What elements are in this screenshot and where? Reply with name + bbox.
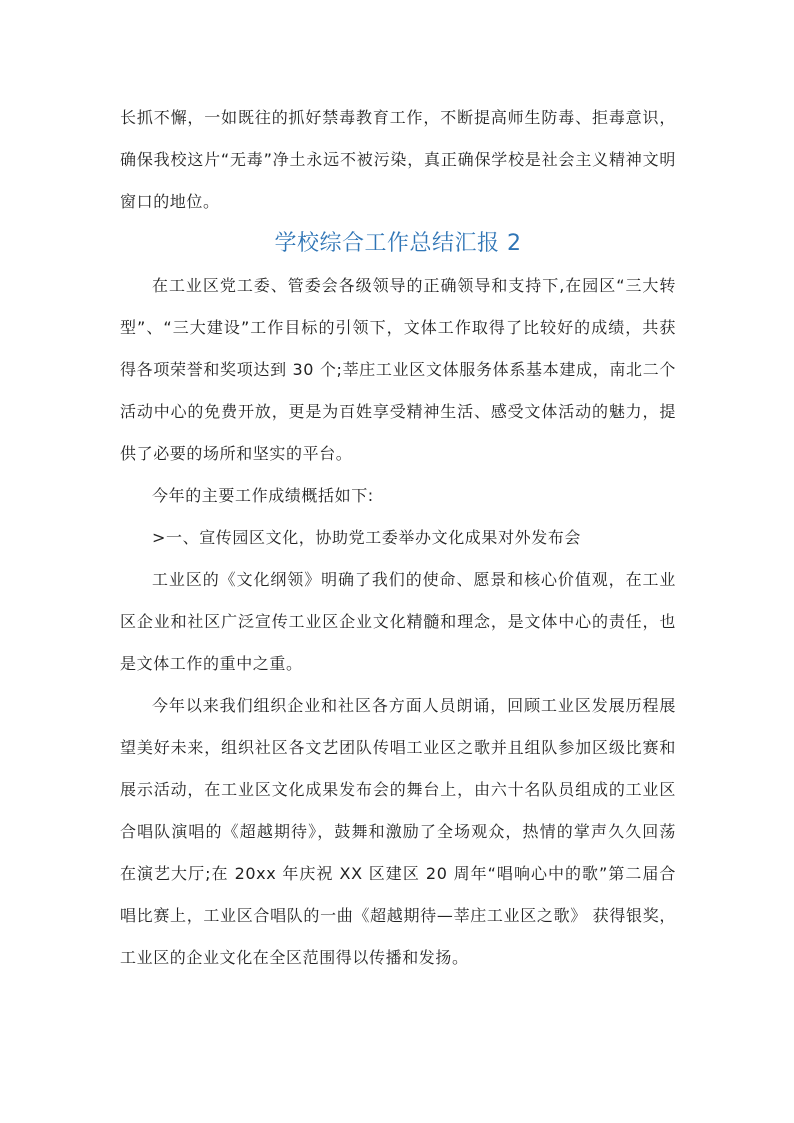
section-heading: 学校综合工作总结汇报 2 — [274, 231, 522, 256]
paragraph-summary-lead: 今年的主要工作成绩概括如下: — [152, 486, 374, 505]
paragraph-activities: 今年以来我们组织企业和社区各方面人员朗诵，回顾工业区发展历程展望美好未来，组织社区各文艺团队传唱工业区之歌并且组队参加区级比赛和展示活动，在工业区文化成果发布会的舞台上，由六十名队员组成的工业区合唱队演唱的《超越期待》，鼓舞和激励了全场观众，热情的掌声久久回荡在演艺大厅;在 20xx 年庆祝 XX 区建区 20 周年“唱响心中的歌”第二届合唱比赛上，工业区合唱队的一曲《超越期待—莘庄工业区之歌》 获得银奖，工业区的企业文化在全区范围得以传播和发扬。 — [120, 696, 676, 967]
paragraph-continuation: 长抓不懈，一如既往的抓好禁毒教育工作，不断提高师生防毒、拒毒意识，确保我校这片“无毒”净土永远不被污染，真正确保学校是社会主义精神文明窗口的地位。 — [120, 108, 676, 211]
paragraph-intro: 在工业区党工委、管委会各级领导的正确领导和支持下,在园区“三大转型”、“三大建设”工作目标的引领下，文体工作取得了比较好的成绩，共获得各项荣誉和奖项达到 30 个;莘庄工业区文体服务体系基本建成，南北二个活动中心的免费开放，更是为百姓享受精神生活、感受文体活动的魅力，提供了必要的场所和坚实的平台。 — [120, 276, 676, 463]
paragraph-culture-outline: 工业区的《文化纲领》明确了我们的使命、愿景和核心价值观，在工业区企业和社区广泛宣传工业区企业文化精髓和理念，是文体中心的责任，也是文体工作的重中之重。 — [120, 570, 676, 673]
paragraph-subheading-1: >一、宣传园区文化，协助党工委举办文化成果对外发布会 — [152, 528, 582, 547]
document-body — [120, 97, 676, 979]
